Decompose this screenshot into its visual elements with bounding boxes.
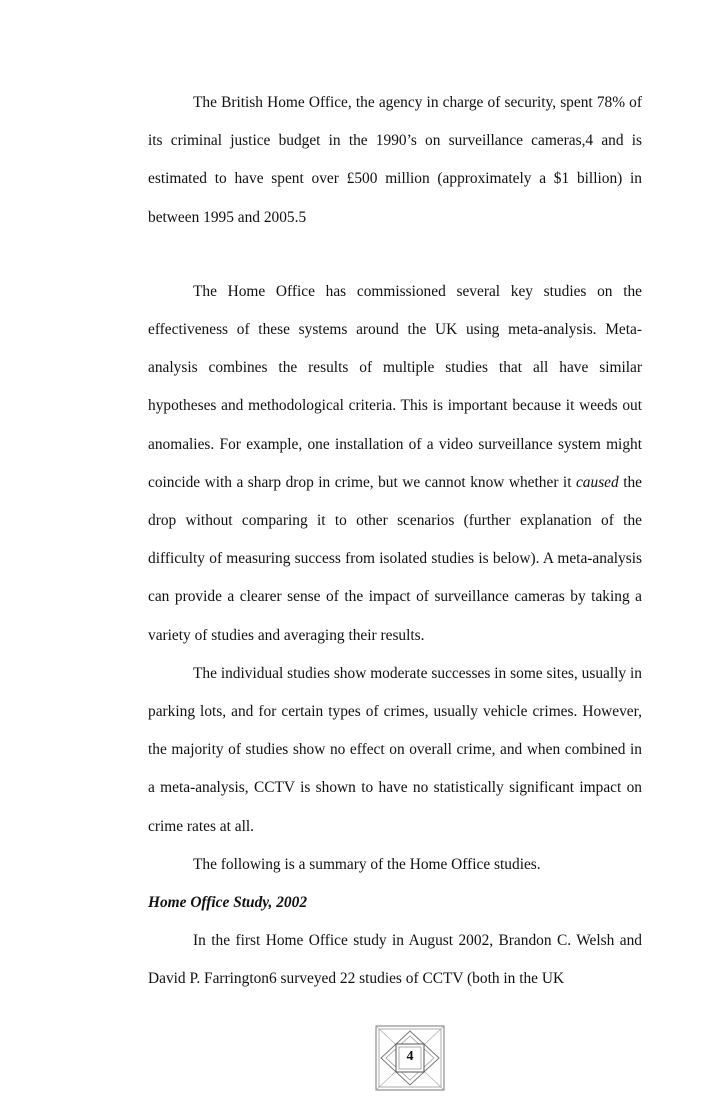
- paragraph-text: The Home Office has commissioned several key studies on the effectiveness of these systems around the UK using meta-analysis. Meta-analysis combines the results of multiple studies that all have similar hypotheses and methodological criteria. This is important because it weeds out anomalies. For example, one installation of a video surveillance system might coincide with a sharp drop in crime, but we cannot know whether it: [148, 282, 642, 491]
- paragraph-meta-analysis: [148, 273, 642, 655]
- paragraph-study-2002: [148, 922, 642, 998]
- section-heading: Home Office Study, 2002: [148, 894, 308, 912]
- paragraph-text: The following is a summary of the Home Office studies.: [193, 855, 541, 873]
- page-number-frame: [375, 1025, 445, 1091]
- page-number: 4: [406, 1049, 414, 1064]
- body-text: [148, 84, 642, 999]
- paragraph-home-office-spending: [148, 84, 642, 237]
- paragraph-text: In the first Home Office study in August 2002, Brandon C. Welsh and David P. Farrington6 surveyed 22 studies of CCTV (both in the UK: [148, 932, 642, 988]
- paragraph-text: The individual studies show moderate successes in some sites, usually in parking lots, and for certain types of crimes, usually vehicle crimes. However, the majority of studies show no effect on overall crime, and when combined in a meta-analysis, CCTV is shown to have no statistically significant impact on crime rates at all.: [148, 664, 642, 835]
- paragraph-text: The British Home Office, the agency in charge of security, spent 78% of its criminal justice budget in the 1990’s on surveillance cameras,4 and is estimated to have spent over £500 million (approximately a $1 billion) in between 1995 and 2005.5: [148, 94, 642, 226]
- paragraph-summary-intro: [148, 846, 642, 884]
- emphasis-caused: caused: [575, 473, 619, 491]
- paragraph-text-continued: the drop without comparing it to other scenarios (further explanation of the difficulty of measuring success from isolated studies is below). A meta-analysis can provide a clearer sense of the impact of surveillance cameras by taking a variety of studies and averaging their results.: [148, 473, 643, 644]
- paragraph-individual-studies: [148, 655, 642, 846]
